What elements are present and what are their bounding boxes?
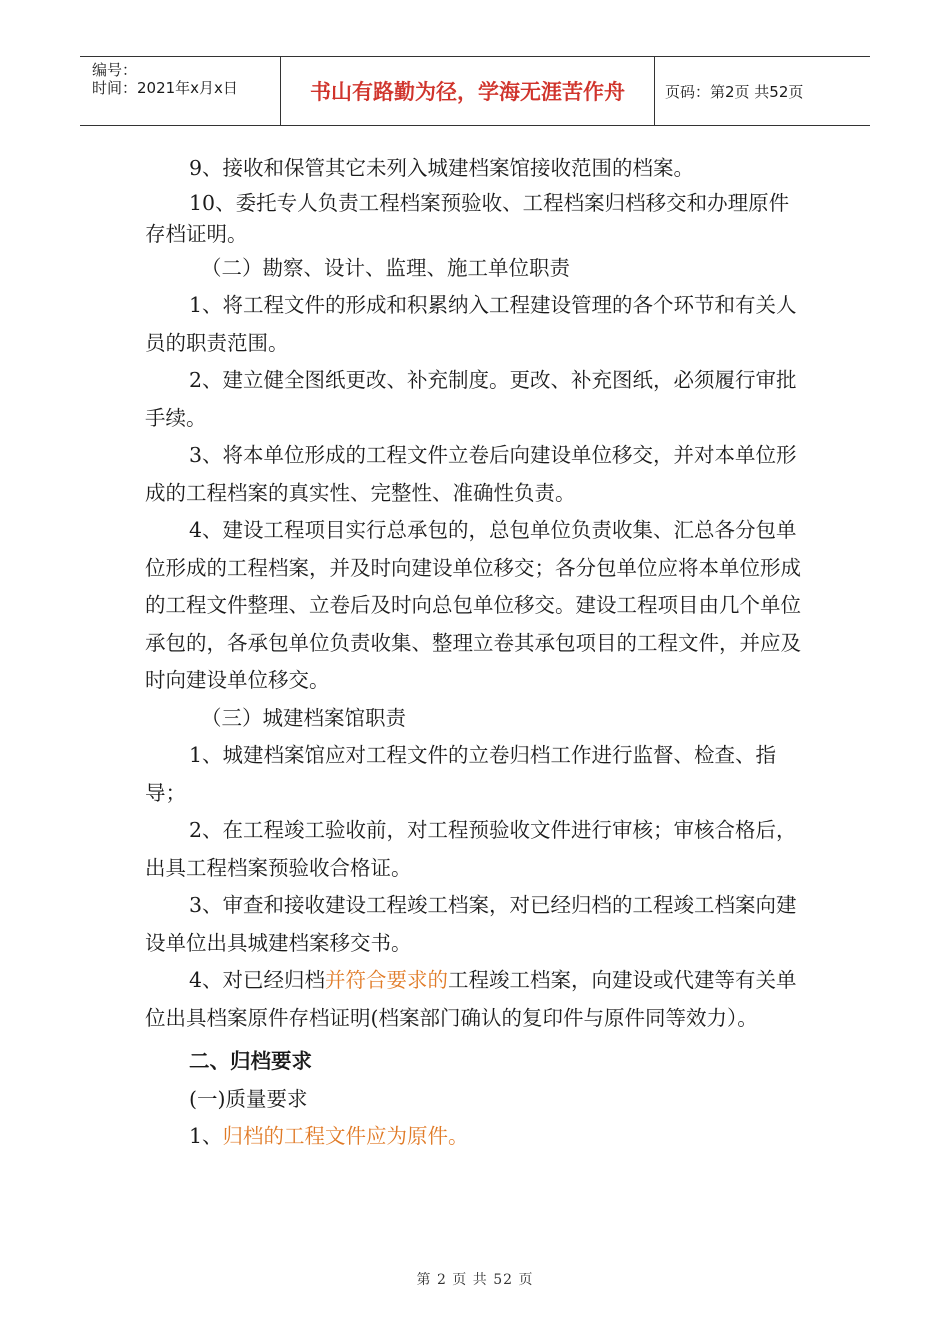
paragraph: 4、建设工程项目实行总承包的，总包单位负责收集、汇总各分包单位形成的工程档案，并及时向建设单位移交；各分包单位应将本单位形成的工程文件整理、立卷后及时向总包单位移交。建设工程项目由几个单位承包的，各承包单位负责收集、整理立卷其承包项目的工程文件，并应及时向建设单位移交。 xyxy=(145,518,801,692)
header-meta xyxy=(80,57,281,125)
paragraph-text: 1、 xyxy=(189,1124,223,1148)
paragraph: 2、建立健全图纸更改、补充制度。更改、补充图纸，必须履行审批手续。 xyxy=(145,368,797,430)
number-label: 编号： xyxy=(92,61,138,79)
paragraph: 9、接收和保管其它未列入城建档案馆接收范围的档案。 xyxy=(189,156,695,180)
highlighted-text: 归档的工程文件应为原件。 xyxy=(222,1124,469,1148)
paragraph: 3、审查和接收建设工程竣工档案，对已经归档的工程竣工档案向建设单位出具城建档案移交书。 xyxy=(145,893,797,955)
section-heading: 二、归档要求 xyxy=(189,1049,312,1073)
paragraph: 1、将工程文件的形成和积累纳入工程建设管理的各个环节和有关人员的职责范围。 xyxy=(145,293,797,355)
page-footer: 第 2 页 共 52 页 xyxy=(416,1272,534,1288)
page-header xyxy=(80,56,870,126)
subsection-heading: （二）勘察、设计、监理、施工单位职责 xyxy=(201,255,570,280)
subsection-heading: (一)质量要求 xyxy=(189,1086,308,1111)
paragraph xyxy=(145,962,807,1037)
header-motto: 书山有路勤为径，学海无涯苦作舟 xyxy=(281,57,655,125)
paragraph: 1、城建档案馆应对工程文件的立卷归档工作进行监督、检查、指导； xyxy=(145,743,777,805)
time-label: 时间：2021年x月x日 xyxy=(92,79,238,97)
paragraph-text: 4、对已经归档 xyxy=(189,968,326,992)
highlighted-text: 并符合要求的 xyxy=(325,968,449,992)
header-page-info: 页码：第2页 共52页 xyxy=(665,82,804,101)
paragraph: 2、在工程竣工验收前，对工程预验收文件进行审核；审核合格后，出具工程档案预验收合格证。 xyxy=(145,818,797,880)
paragraph: 10、委托专人负责工程档案预验收、工程档案归档移交和办理原件存档证明。 xyxy=(145,190,790,246)
paragraph xyxy=(145,1118,807,1156)
document-body xyxy=(145,150,807,1156)
paragraph-text: 工程竣工档案，向建设或代建等有关单位出具档案原件存档证明(档案部门确认的复印件与原件同等效力）。 xyxy=(145,968,797,1030)
subsection-heading: （三）城建档案馆职责 xyxy=(201,705,406,730)
paragraph: 3、将本单位形成的工程文件立卷后向建设单位移交，并对本单位形成的工程档案的真实性、完整性、准确性负责。 xyxy=(145,443,797,505)
